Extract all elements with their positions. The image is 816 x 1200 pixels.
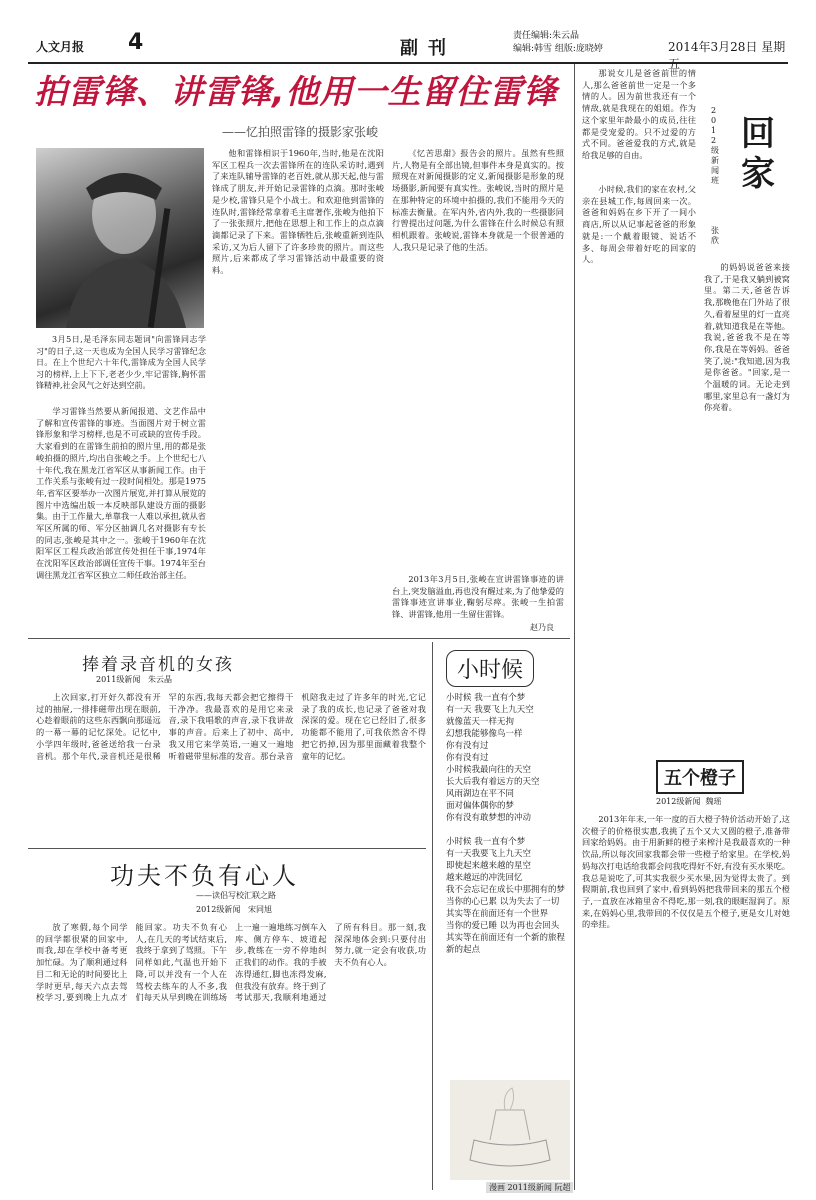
lead-headline: 拍雷锋、讲雷锋,他用一生留住雷锋 (34, 72, 558, 111)
paper-name: 人文月报 (36, 40, 85, 54)
oranges-byline: 2012级新闻 魏瑶 (656, 797, 722, 806)
lead-column-1: 学习雷锋当然要从新闻报道、文艺作品中了解和宣传雷锋的事迹。当面图片对于树立雷锋形象和学习榜样,也是不可或缺的宣传手段。大家看到的在雷锋生前拍的照片里,用的都是张峻拍摄的照片,均出自张峻之手。上个世纪七八十年代,我在黑龙江省军区从事新闻工作。由于工作关系与张峻有过一段时间相处。那是1975年,省军区要举办一次图片展览,并打算从展览的图片中选编出版一本反映部队建设方面的摄影集。由于工作量大,单靠我一人难以承担,就从省军区所属的师、军分区抽调几名对摄影有专长的同志,张峻是其中之一。张峻于1960年在沈阳军区工程兵政治部宣传处担任干事,1974年在沈阳军区政治部调任宣传干事。1974年至台调往黑龙江省军区独立二师任政治部主任。 (36, 406, 206, 580)
divider (432, 642, 433, 1190)
poem-line: 你有没有敢梦想的冲动 (446, 813, 532, 823)
recorder-title: 捧着录音机的女孩 (82, 655, 234, 675)
poem-line: 越来越远的冲洗回忆 (446, 873, 523, 883)
lead-column-2: 他和雷锋相识于1960年,当时,他是在沈阳军区工程兵一次去雷锋所在的连队采访时,遇到了来连队辅导雷锋的老百姓,就从那天起,他与雷锋成了朋友,并开始记录雷锋的点滴。那时张峻是少校,雷锋只是个小战士。和欢迎他到雷锋的连队时,雷锋经常拿着毛主席著作,张峻为他拍下了一张张照片,把他在思想上和工作上的点点滴滴都记录了下来。雷锋牺牲后,张峻重新到连队采访,又为后人留下了许多珍贵的照片。而这些照片,后来都成了学习雷锋活动中最重要的资料。 (212, 148, 384, 276)
lei-feng-photo (36, 148, 204, 328)
home-title-block (705, 66, 791, 256)
poem-line: 小时候我最向往的天空 (446, 765, 532, 775)
kungfu-text: 放了寒假,每个同学的回学都很紧的回家中,而我,却在学校中备考更加忙碌。为了顺利通过科目二和无论的时间要比上学时更早,每天六点去驾校学习,要到晚上九点才能回家。功夫不负有心人,在几天的考试结束后,我终于拿到了驾照。下午同样如此,气温也开始下降,可以并没有一个人在驾校去练车的人不多,我们每天从早到晚在训练场上一遍一遍地练习倒车入库、侧方停车、坡道起步,教练在一旁不停地纠正我们的动作。我的手被冻得通红,脚也冻得发麻,但我没有放弃。终于到了考试那天,我顺利地通过了所有科目。那一刻,我深深地体会到:只要付出努力,就一定会有收获,功夫不负有心人。 (36, 922, 426, 1003)
divider (28, 638, 570, 639)
section-name: 副刊 (400, 38, 456, 59)
home-author: 张欣 (711, 226, 719, 245)
home-text-bottom: 的妈妈说爸爸来接我了,于是我又躺到被窝里。第二天,爸爸告诉我,那晚他在门外站了很久,看着屋里的灯一直亮着,就知道我是在等他。我说,爸爸我不是在等你,我是在等妈妈。爸爸笑了,说:"我知道,因为我是你爸爸。"回家,是一个温暖的词。无论走到哪里,家里总有一盏灯为你亮着。 (704, 262, 790, 413)
poem-line: 当你的爱已睡 以为再也会回头 (446, 921, 560, 931)
editor-line: 责任编辑:朱云晶 (513, 31, 580, 41)
poem-line: 小时候 我一直有个梦 (446, 837, 526, 847)
kungfu-byline: 2012级新闻 宋同旭 (196, 905, 272, 914)
home-text-mid: 小时候,我们的家在农村,父亲在县城工作,每周回来一次。爸爸和妈妈在乡下开了一间小商店,所以从记事起爸爸的形象就是:一个戴着眼镜、说话不多、每周会带着好吃的回家的人。 (582, 184, 696, 265)
poem-line: 即使起来越来越的星空 (446, 861, 532, 871)
lead-column-4: 2013年3月5日,张峻在宣讲雷锋事迹的讲台上,突发脑溢血,再也没有醒过来,为了他挚爱的雷锋事迹宣讲事业,鞠躬尽瘁。张峻一生拍雷锋、讲雷锋,他用一生留住雷锋。 (392, 574, 564, 620)
oranges-title: 五个橙子 (656, 760, 744, 794)
poem-line: 面对偏体偶你的梦 (446, 801, 515, 811)
poem-line: 有一天 我要飞上九天空 (446, 705, 534, 715)
kungfu-subtitle: ——读侣写校汇联之路 (196, 891, 276, 900)
poem-line: 就像蓝天一样无拘 (446, 717, 515, 727)
recorder-text: 上次回家,打开好久都没有开过的抽屉,一排排磁带出现在眼前,心趁着眼前的这些东西飘向那遥远的一幕一幕的记忆深处。记忆中,小学四年级时,爸爸送给我一台录音机。那个年代,录音机还是很稀罕的东西,我每天都会把它擦得干干净净。我最喜欢的是用它来录音,录下我唱歌的声音,录下我讲故事的声音。后来上了初中、高中,我又用它来学英语,一遍又一遍地听着磁带里标准的发音。那台录音机陪我走过了许多年的时光,它记录了我的成长,也记录了爸爸对我深深的爱。现在它已经旧了,很多功能都不能用了,可我依然舍不得把它扔掉,因为那里面藏着我整个童年的记忆。 (36, 692, 426, 761)
childhood-title: 小时候 (446, 650, 534, 687)
sketch-illustration (450, 1080, 570, 1180)
poem-line: 幻想我能够像鸟一样 (446, 729, 523, 739)
portrait-silhouette-icon (36, 148, 204, 328)
oranges-text: 2013年年末,一年一度的百大橙子特价活动开始了,这次橙子的价格很实惠,我挑了五个又大又圆的橙子,准备带回家给妈妈。由于用新鲜的橙子来榨汁是我最喜欢的一种饮品,所以每次回家我都会带一些橙子给家里。在学校,妈妈每次打电话给我都会问我吃得好不好,有没有买水果吃。我总是说吃了,可其实我很少买水果,因为觉得太贵了。到假期前,我也回到了家中,看到妈妈把我带回来的那五个橙子,一直放在冰箱里舍不得吃,那一刻,我的眼眶湿润了。原来,在妈妈心里,我带回的不仅仅是五个橙子,更是女儿对她的牵挂。 (582, 814, 790, 930)
divider (574, 64, 575, 1190)
issue-date: 2014年3月28日 星期五 (668, 40, 786, 71)
poem-line: 当你的心已累 以为失去了一切 (446, 897, 560, 907)
home-title: 回 家 (741, 114, 775, 194)
poem-line: 其实等在前面还有一个世界 (446, 909, 549, 919)
poem-line: 我不会忘记在成长中那拥有的梦 (446, 885, 566, 895)
lead-photo-caption: 3月5日,是毛泽东同志题词"向雷锋同志学习"的日子,这一天也成为全国人民学习雷锋纪念日。在上个世纪六十年代,雷锋成为全国人民学习的榜样,上上下下,老老少少,牢记雷锋,胸怀雷锋精神,社会风气之好达到空前。 (36, 335, 206, 390)
lead-author: 赵乃良 (530, 623, 554, 632)
masthead (28, 28, 788, 71)
home-text-top: 那说女儿是爸爸前世的情人,那么爸爸前世一定是一个多情的人。因为前世我还有一个情敌,就是我现在的姐姐。作为这个家里年龄最小的成员,往往都是受宠爱的。只不过爱的方式不同。爸爸爱我的方式,就是给我足够的自由。 (582, 68, 696, 160)
lead-column-3: 《忆苦思甜》报告会的照片。虽然有些照片,人物是有全部出镜,但事件本身是真实的。按照现在对新闻摄影的定义,新闻摄影是形象的现场摄影,新闻要有真实性。张峻说,当时的照片是在那种特定的环境中拍摄的,我们不能用今天的标准去衡量。在军内外,省内外,我的一些摄影同行曾提出过问题,为什么雷锋在什么时候总有照相机跟着。张峻说,雷锋本身就是一个很普通的人,我只是记录了他的生活。 (392, 148, 564, 252)
illustration-credit: 漫画 2011级新闻 阮超 (486, 1182, 573, 1193)
page-number: 4 (128, 30, 144, 55)
poem-line: 风雨湖边在平不同 (446, 789, 515, 799)
recorder-byline: 2011级新闻 朱云晶 (96, 675, 172, 684)
kungfu-title: 功夫不负有心人 (110, 862, 299, 890)
editor-credits (513, 30, 603, 56)
lead-subhead: ——忆拍照雷锋的摄影家张峻 (222, 125, 379, 139)
home-class: 2012级新闻班 (711, 106, 719, 185)
poem-line: 你有没有过 (446, 741, 489, 751)
poem-line: 你有没有过 (446, 753, 489, 763)
poem-line: 有一天我要飞上九天空 (446, 849, 532, 859)
poem-line: 其实等在前面还有一个新的旅程 (446, 933, 566, 943)
childhood-poem (446, 692, 570, 1122)
layout-line: 编辑:韩雪 组版:庞晓婷 (513, 44, 603, 54)
divider (28, 848, 426, 849)
poem-line: 新的起点 (446, 945, 481, 955)
poem-line: 小时候 我一直有个梦 (446, 693, 526, 703)
poem-line: 长大后我有着远方的天空 (446, 777, 540, 787)
poem-line (446, 824, 570, 836)
stove-sketch-icon (450, 1080, 570, 1180)
